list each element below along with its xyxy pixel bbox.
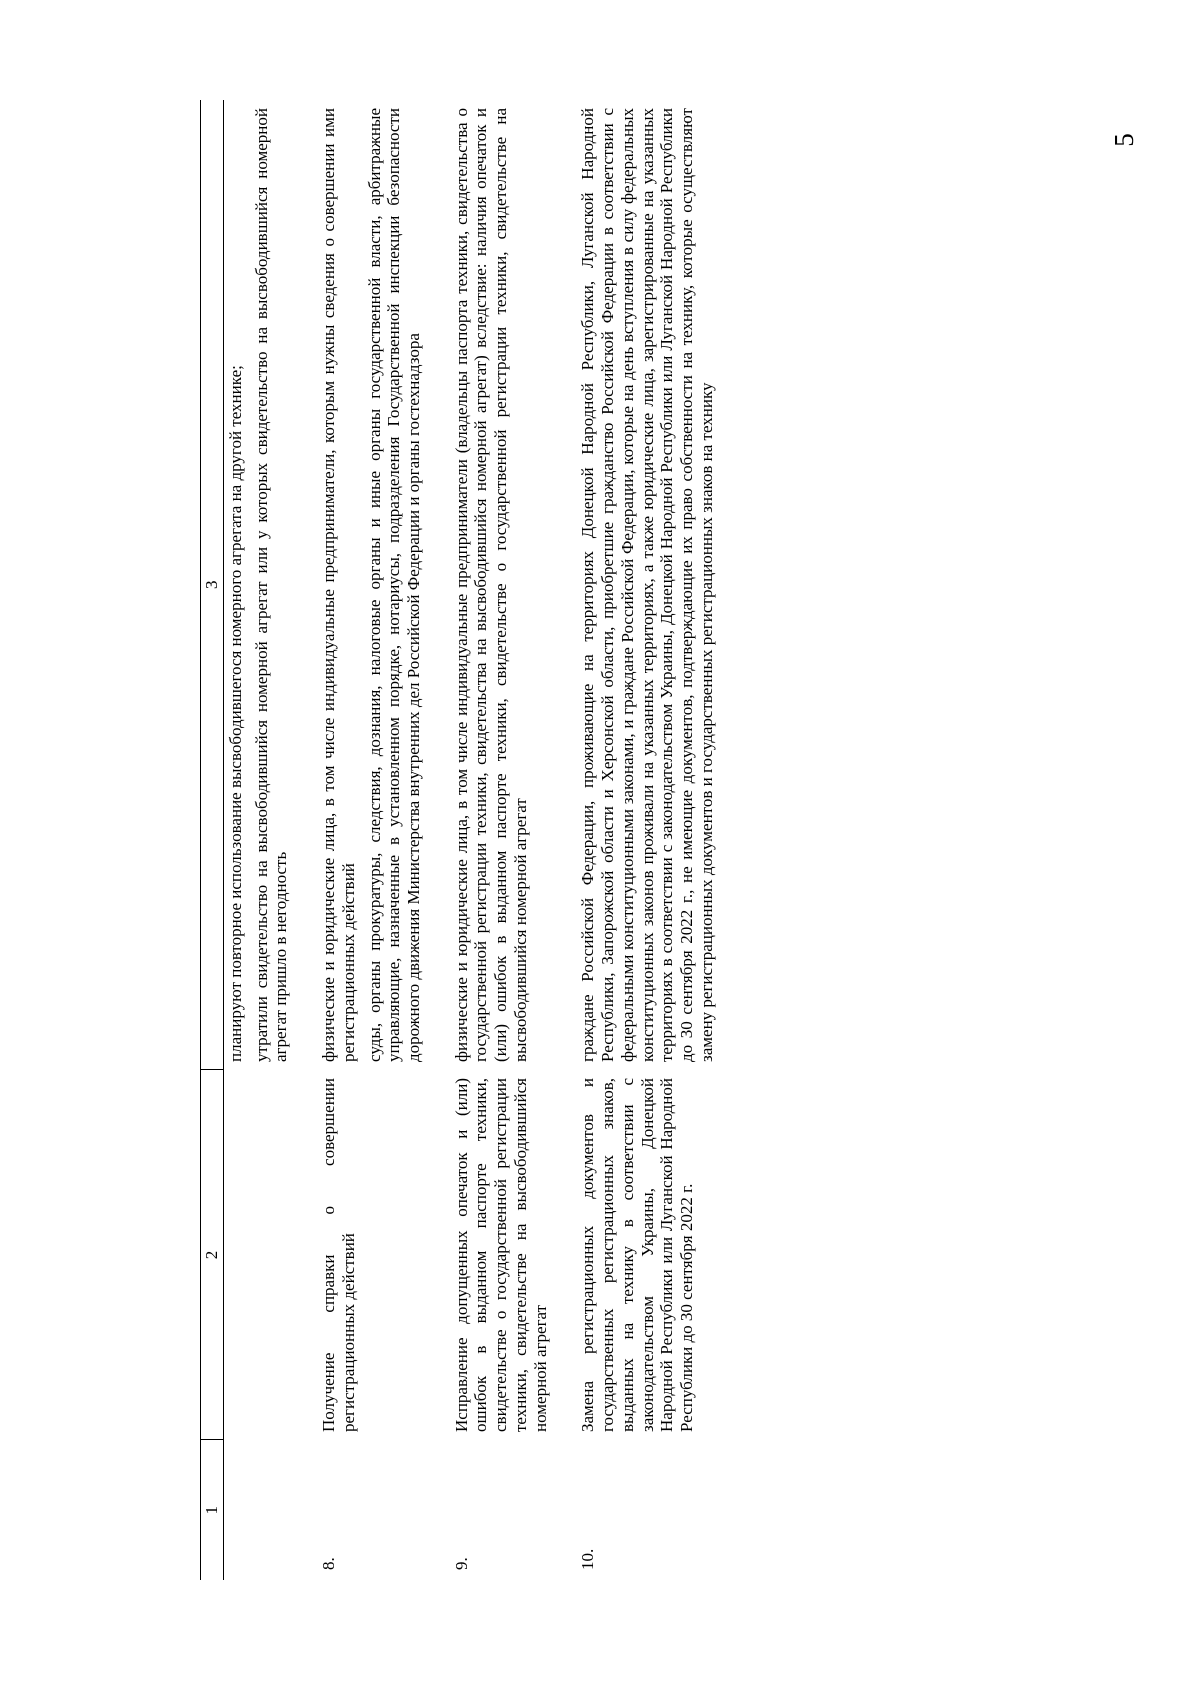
applicant-text: утратили свидетельство на высвободившийся номерной агрегат или у которых свидетельство на высвободившийся номерной агрегат пришло в негодность [251,108,291,1062]
header-col-1: 1 [201,1440,224,1580]
page-number: 5 [1109,133,1139,147]
service-name: Исправление допущенных опечаток и (или) ошибок в выданном паспорте техники, свидетельстве о государственной регистрации техники, свидетельстве на высвободившийся номерной агрегат [451,1078,550,1432]
table-row [550,100,716,1580]
row-number: 8. [319,1557,339,1570]
applicants-cell [224,100,292,1070]
applicant-text: суды, органы прокуратуры, следствия, дознания, налоговые органы и иные органы государственной власти, арбитражные управляющие, назначенные в установленном порядке, нотариусы, подразделения Государственной инспекции безопасности дорожного движения Министерства внутренних дел Российской Федерации и органы гостехнадзора [364,108,424,1062]
applicant-text: физические и юридические лица, в том числе индивидуальные предприниматели, которым нужны сведения о совершении ими регистрационных действий [319,108,358,1062]
service-name: Получение справки о совершении регистрационных действий [319,1078,358,1432]
applicants-cell [424,100,551,1070]
service-name: Замена регистрационных документов и государственных регистрационных знаков, выданных на технику в соответствии с законодательством Украины, Донецкой Народной Республики или Луганской Народной Республики до 30 сентября 2022 г. [578,1078,696,1432]
header-col-2: 2 [201,1070,224,1440]
row-number: 10. [578,1548,598,1570]
header-col-3: 3 [201,100,224,1070]
services-table [200,100,716,1580]
applicant-text: планируют повторное использование высвободившегося номерного агрегата на другой технике; [226,365,245,1062]
applicants-cell [291,100,424,1070]
table-header-row [201,100,224,1580]
applicants-cell [550,100,716,1070]
applicant-text: физические и юридические лица, в том числе индивидуальные предприниматели (владельцы паспорта техники, свидетельства о государственной регистрации техники, свидетельства на высвободившийся номерной агрегат) вследствие: наличия опечаток и (или) ошибок в выданном паспорте техники, свидетельстве о государственной регистрации техники, свидетельстве на высвободившийся номерной агрегат [451,108,530,1062]
row-number: 9. [451,1557,471,1570]
rotated-table-sheet [200,100,960,1580]
table-row [291,100,424,1580]
applicant-text: граждане Российской Федерации, проживающие на территориях Донецкой Народной Республики, Луганской Народной Республики, Запорожской области и Херсонской области, приобретшие гражданство Российской Федерации в соответствии с федеральными конституционными законами, и граждане Российской Федерации, которые на день вступления в силу федеральных конституционных законов проживали на указанных территориях, а также юридические лица, зарегистрированные на указанных территориях в соответствии с законодательством Украины, Донецкой Народной Республики или Луганской Народной Республики до 30 сентября 2022 г., не имеющие документов, подтверждающие их право собственности на технику, которые осуществляют замену регистрационных документов и государственных регистрационных знаков на технику [578,108,716,1062]
table-row-continuation [224,100,292,1580]
table-row [424,100,551,1580]
